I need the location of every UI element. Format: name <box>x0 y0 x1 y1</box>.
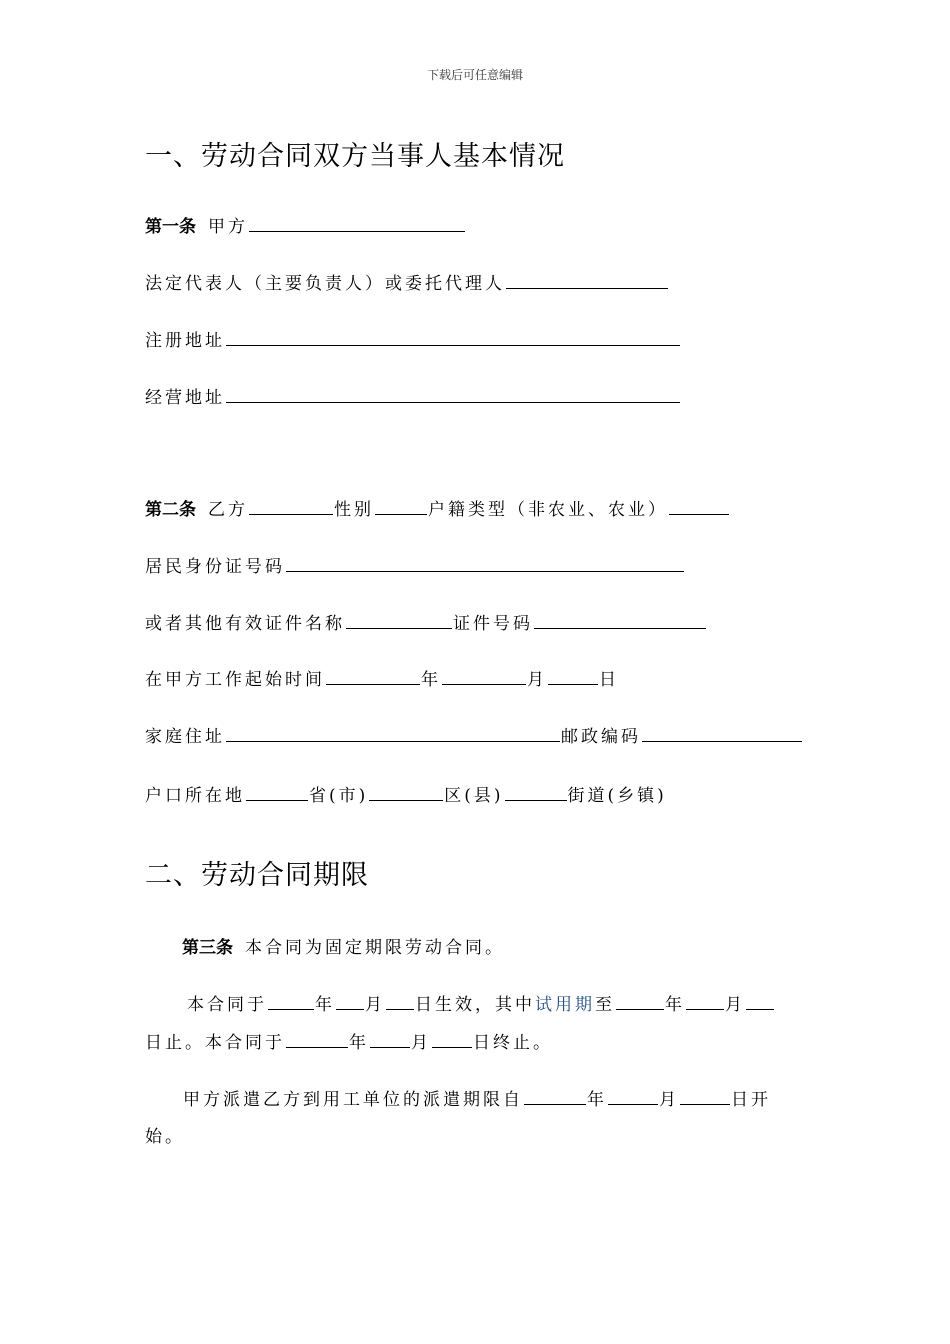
postcode-label: 邮政编码 <box>561 727 641 747</box>
article-1-party-a-line <box>145 215 466 239</box>
start-day-blank[interactable] <box>548 668 598 685</box>
effective-day-blank[interactable] <box>386 993 414 1010</box>
dispatch-year-label: 年 <box>587 1090 607 1110</box>
effective-month-blank[interactable] <box>336 993 364 1010</box>
start-month-label: 月 <box>527 670 547 690</box>
term-end-month-label: 月 <box>411 1033 431 1053</box>
gender-label: 性别 <box>334 500 374 520</box>
hukou-district-blank[interactable] <box>369 784 443 801</box>
household-type-blank[interactable] <box>669 498 729 515</box>
other-cert-name-blank[interactable] <box>346 612 452 629</box>
dispatch-year-blank[interactable] <box>524 1088 586 1105</box>
start-month-blank[interactable] <box>442 668 526 685</box>
gender-blank[interactable] <box>375 498 427 515</box>
start-time-label: 在甲方工作起始时间 <box>145 670 325 690</box>
dispatch-line <box>183 1088 771 1112</box>
probation-month-blank[interactable] <box>686 993 724 1010</box>
postcode-blank[interactable] <box>642 725 802 742</box>
dispatch-day-blank[interactable] <box>680 1088 730 1105</box>
start-year-label: 年 <box>421 670 441 690</box>
id-number-line <box>145 555 685 579</box>
legal-rep-label: 法定代表人（主要负责人）或委托代理人 <box>145 274 505 294</box>
probation-to: 至 <box>595 995 615 1015</box>
article-3-text: 本合同为固定期限劳动合同。 <box>245 938 505 958</box>
reg-address-line <box>145 329 681 353</box>
section-title-1: 一、劳动合同双方当事人基本情况 <box>145 141 565 172</box>
reg-address-blank[interactable] <box>226 329 680 346</box>
article-3-line <box>182 936 505 960</box>
district-label: 区(县) <box>444 786 504 806</box>
article-1-lead: 第一条 <box>145 217 196 237</box>
hukou-province-blank[interactable] <box>246 784 308 801</box>
biz-address-line <box>145 386 681 410</box>
id-number-blank[interactable] <box>286 555 684 572</box>
effective-line <box>187 993 775 1017</box>
biz-address-label: 经营地址 <box>145 388 225 408</box>
street-label: 街道(乡镇) <box>567 786 667 806</box>
article-2-lead: 第二条 <box>145 500 196 520</box>
probation-link[interactable]: 试用期 <box>535 995 595 1015</box>
party-a-blank[interactable] <box>249 215 465 232</box>
home-address-blank[interactable] <box>226 725 560 742</box>
effective-mid: 日生效，其中 <box>415 995 535 1015</box>
hukou-street-blank[interactable] <box>505 784 567 801</box>
reg-address-label: 注册地址 <box>145 331 225 351</box>
effective-year-label: 年 <box>315 995 335 1015</box>
id-number-label: 居民身份证号码 <box>145 557 285 577</box>
cert-number-label: 证件号码 <box>453 614 533 634</box>
party-b-label: 乙方 <box>208 500 248 520</box>
legal-rep-line <box>145 272 669 296</box>
other-cert-name-label: 或者其他有效证件名称 <box>145 614 345 634</box>
other-cert-line <box>145 612 707 636</box>
page-header: 下载后可任意编辑 <box>426 68 523 82</box>
term-end-line <box>145 1031 553 1055</box>
household-type-label: 户籍类型（非农业、农业） <box>428 500 668 520</box>
start-time-line <box>145 668 619 692</box>
article-2-party-b-line <box>145 498 730 522</box>
effective-prefix: 本合同于 <box>187 995 267 1015</box>
home-address-label: 家庭住址 <box>145 727 225 747</box>
start-year-blank[interactable] <box>326 668 420 685</box>
party-b-blank[interactable] <box>249 498 333 515</box>
cert-number-blank[interactable] <box>534 612 706 629</box>
dispatch-end-line <box>145 1125 185 1149</box>
biz-address-blank[interactable] <box>226 386 680 403</box>
dispatch-end-text: 始。 <box>145 1127 185 1147</box>
dispatch-month-blank[interactable] <box>608 1088 658 1105</box>
hukou-line <box>145 784 667 808</box>
probation-day-blank[interactable] <box>746 993 774 1010</box>
legal-rep-blank[interactable] <box>506 272 668 289</box>
term-end-prefix: 日止。本合同于 <box>145 1033 285 1053</box>
section-title-2: 二、劳动合同期限 <box>145 860 369 891</box>
probation-year-blank[interactable] <box>616 993 664 1010</box>
hukou-location-label: 户口所在地 <box>145 786 245 806</box>
home-address-line <box>145 725 803 749</box>
effective-year-blank[interactable] <box>268 993 314 1010</box>
dispatch-prefix: 甲方派遣乙方到用工单位的派遣期限自 <box>183 1090 523 1110</box>
term-end-year-blank[interactable] <box>286 1031 348 1048</box>
term-end-month-blank[interactable] <box>370 1031 410 1048</box>
term-end-suffix: 日终止。 <box>473 1033 553 1053</box>
probation-month-label: 月 <box>725 995 745 1015</box>
province-label: 省(市) <box>309 786 369 806</box>
article-3-lead: 第三条 <box>182 938 233 958</box>
dispatch-day-label: 日开 <box>731 1090 771 1110</box>
term-end-year-label: 年 <box>349 1033 369 1053</box>
effective-month-label: 月 <box>365 995 385 1015</box>
party-a-label: 甲方 <box>208 217 248 237</box>
start-day-label: 日 <box>599 670 619 690</box>
term-end-day-blank[interactable] <box>432 1031 472 1048</box>
dispatch-month-label: 月 <box>659 1090 679 1110</box>
probation-year-label: 年 <box>665 995 685 1015</box>
